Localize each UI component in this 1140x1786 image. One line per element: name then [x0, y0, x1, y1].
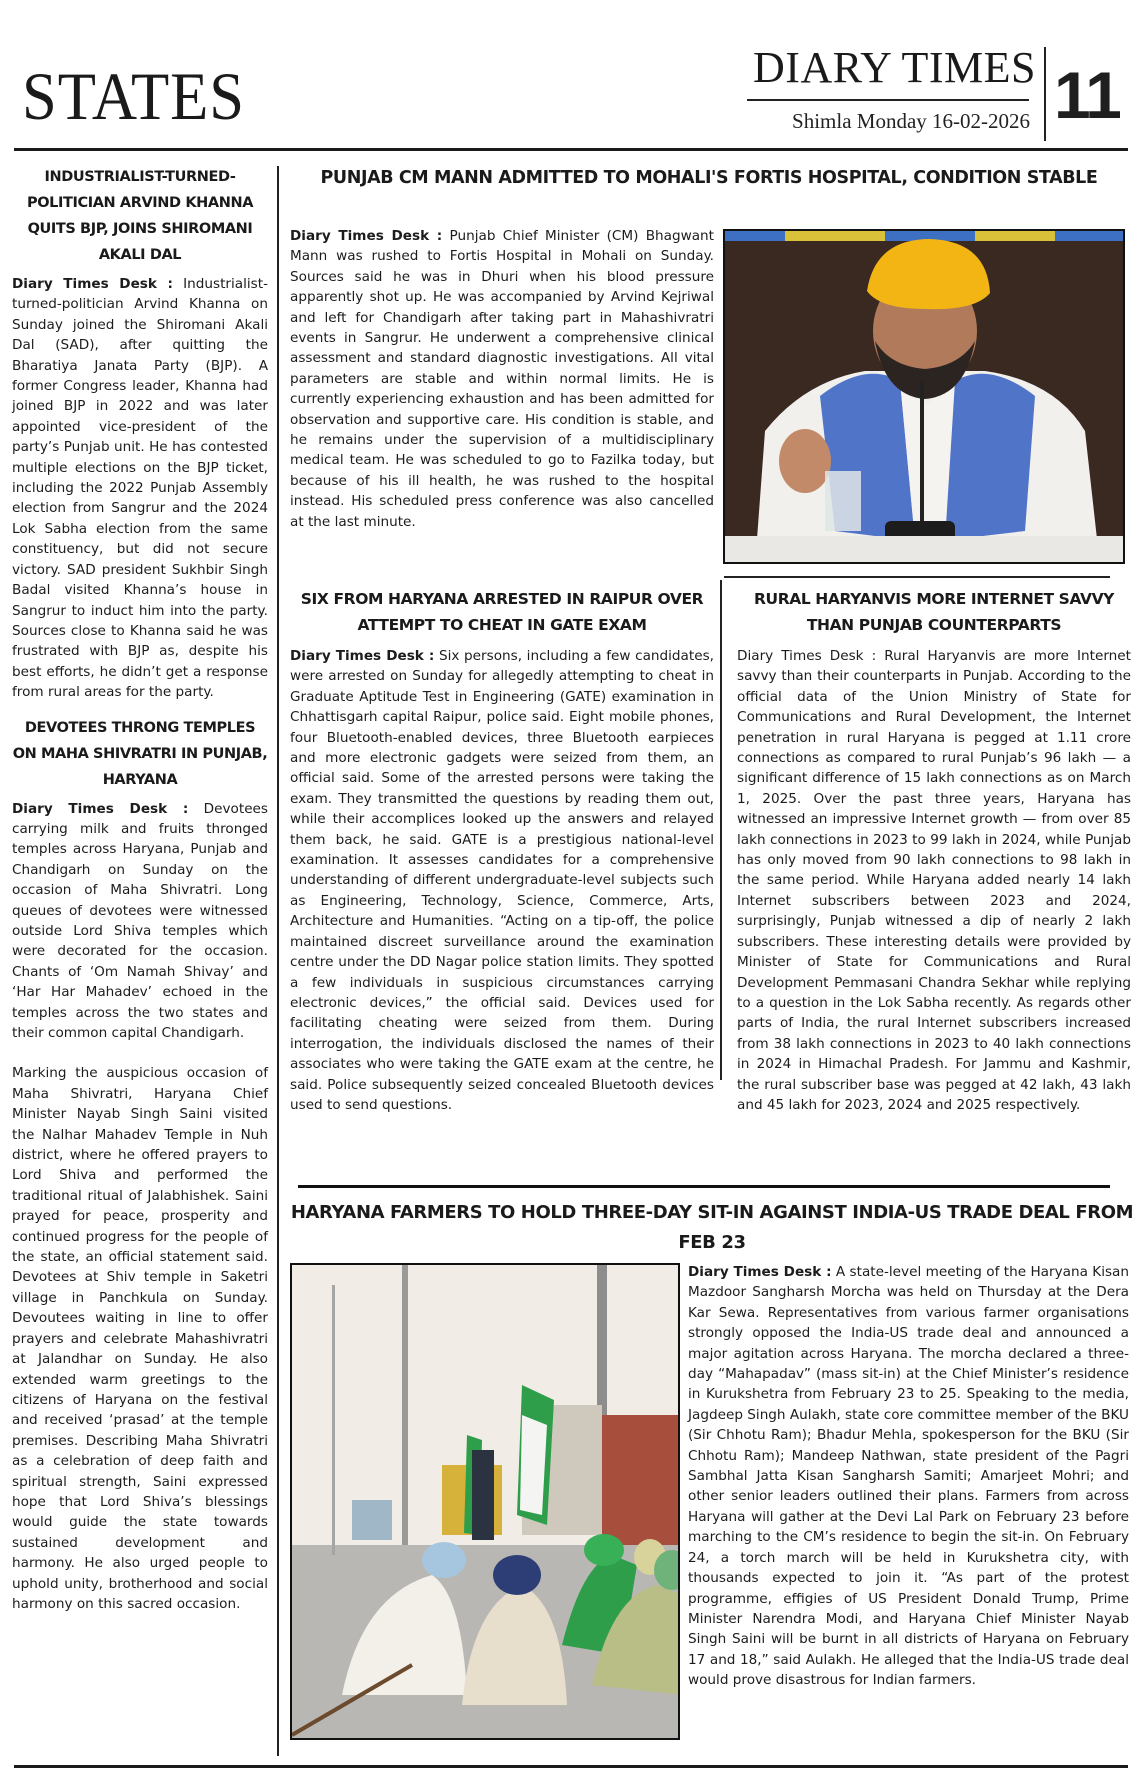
column-divider — [277, 166, 279, 1756]
press-conference-photo — [725, 231, 1125, 564]
article-text: Devotees carrying milk and fruits thronged temples across Haryana, Punjab and Chandigarh on Sunday on the occasion of Maha Shivratri. Long queues of devotees were witnessed outside Lord Shiva temples which were decorated for the occasion. Chants of ‘Om Namah Shivay’ and ‘Har Har Mahadev’ echoed in the temples across the two states and their common capital Chandigarh. — [12, 800, 269, 1041]
article-body — [688, 1262, 1129, 1691]
article-rural-internet — [737, 586, 1131, 1115]
byline: Diary Times Desk : — [688, 1264, 832, 1280]
article-shivratri — [12, 715, 268, 1615]
headline: RURAL HARYANVIS MORE INTERNET SAVVY THAN PUNJAB COUNTERPARTS — [753, 590, 1115, 634]
farmers-sit-in-photo — [292, 1265, 680, 1740]
article-body — [12, 799, 268, 1044]
dateline: Shimla Monday 16-02-2026 — [792, 109, 1030, 133]
article-farmers — [688, 1262, 1129, 1691]
article-body — [12, 274, 268, 703]
photo-farmers-protest — [290, 1263, 680, 1740]
headline: PUNJAB CM MANN ADMITTED TO MOHALI'S FORTIS HOSPITAL, CONDITION STABLE — [320, 168, 1098, 188]
byline: Diary Times Desk : — [12, 276, 173, 292]
headline: SIX FROM HARYANA ARRESTED IN RAIPUR OVER ATTEMPT TO CHEAT IN GATE EXAM — [300, 590, 704, 634]
masthead-divider — [1044, 47, 1046, 141]
footer-rule — [14, 1765, 1128, 1768]
article-gate-exam — [290, 586, 714, 1115]
article-mann — [290, 164, 1128, 530]
article-text-continued: Marking the auspicious occasion of Maha Shivratri, Haryana Chief Minister Nayab Singh Saini visited the Nalhar Mahadev Temple in Nuh district, where he offered prayers to Lord Shiva and performed the traditional ritual of Jalabhishek. Saini prayed for peace, prosperity and continued progress for the people of the state, an official statement said. Devotees at Shiv temple in Saketri village in Panchkula on Sunday. Devoutees waiting in line to offer prayers and celebrate Mahashivratri at Jalandhar on Sunday. He also extended warm greetings to the citizens of Haryana on the festival and received ‘prasad’ at the temple premises. Describing Maha Shivratri as a celebration of deep faith and spiritual strength, Saini expressed hope that Lord Shiva’s blessings would guide the state towards sustained development and harmony. He also urged people to uphold unity, brotherhood and social harmony on this sacred occasion. — [12, 1065, 268, 1612]
left-column — [12, 164, 268, 1614]
article-text: Industrialist-turned-politician Arvind Khanna on Sunday joined the Shiromani Akali Dal (SAD), after quitting the Bharatiya Janata Party (BJP). A former Congress leader, Khanna had joined BJP in 2022 and was later appointed vice-president of the party’s Punjab unit. He has contested multiple elections on the BJP ticket, including the 2022 Punjab Assembly election from Sangrur and the 2024 Lok Sabha election from the same constituency, but did not secure victory. SAD president Sukhbir Singh Badal visited Khanna’s house in Sangrur to induct him into the party. Sources close to Khanna said he was frustrated with BJP as, despite his best efforts, he didn’t get a response from rural areas for the party. — [12, 276, 268, 701]
article-body — [290, 646, 714, 1115]
photo-punjab-cm — [723, 229, 1125, 564]
article-khanna — [12, 164, 268, 703]
headline: DEVOTEES THRONG TEMPLES ON MAHA SHIVRATRI IN PUNJAB, HARYANA — [12, 719, 268, 788]
section-rule — [298, 1185, 1110, 1188]
article-body: Diary Times Desk : Rural Haryanvis are more Internet savvy than their counterparts in Punjab. According to the official data of the Union Ministry of State for Communications and Rural Development, the Internet penetration in rural Haryana is pegged at 1.11 crore connections as compared to rural Punjab’s 96 lakh — a significant difference of 15 lakh connections as on March 1, 2025. Over the past three years, Haryana has witnessed an impressive Internet growth — from over 85 lakh connections in 2023 to 99 lakh in 2024, while Punjab has only moved from 90 lakh connections to 98 lakh in the same period. While Haryana added nearly 14 lakh Internet subscribers between 2023 and 2024, surprisingly, Punjab witnessed a dip of nearly 2 lakh subscribers. These interesting details were provided by Minister of State for Communications and Rural Development Pemmasani Chandra Sekhar while replying to a question in the Lok Sabha recently. As regards other parts of India, the rural Internet subscribers increased from 38 lakh connections in 2023 to 40 lakh connections in 2024 in Himachal Pradesh. For Jammu and Kashmir, the rural subscriber base was pegged at 42 lakh, 43 lakh and 45 lakh for 2023, 2024 and 2025 respectively. — [737, 648, 1131, 1113]
headline: INDUSTRIALIST-TURNED-POLITICIAN ARVIND KHANNA QUITS BJP, JOINS SHIROMANI AKALI DAL — [26, 169, 254, 263]
page-number: 11 — [1054, 58, 1120, 132]
article-body — [290, 226, 714, 532]
article-text: Punjab Chief Minister (CM) Bhagwant Mann was rushed to Fortis Hospital in Mohali on Sunday. Sources said he was in Dhuri when his blood pressure apparently shot up. He was accompanied by Arvind Kejriwal and left for Chandigarh after taking part in Mahashivratri events in Sangrur. He underwent a comprehensive clinical assessment and standard diagnostic investigations. All vital parameters are stable and within normal limits. He is currently experiencing exhaustion and has been admitted for observation and supportive care. His condition is stable, and he remains under the supervision of a multidisciplinary medical team. He was scheduled to go to Fazilka today, but because of his ill health, he was rushed to the hospital instead. His scheduled press conference was also cancelled at the last minute. — [290, 228, 714, 530]
header-rule — [14, 148, 1128, 151]
byline: Diary Times Desk : — [290, 228, 443, 244]
article-farmers-header — [288, 1198, 1136, 1258]
section-title: STATES — [22, 58, 245, 134]
byline: Diary Times Desk : — [290, 648, 435, 664]
article-text: A state-level meeting of the Haryana Kisan Mazdoor Sangharsh Morcha was held on Thursday at the Dera Kar Sewa. Representatives from various farmer organisations strongly opposed the India-US trade deal and announced a major agitation across Haryana. The morcha declared a three-day “Mahapadav” (mass sit-in) at the Chief Minister’s residence in Kurukshetra from February 23 to 25. Speaking to the media, Jagdeep Singh Aulakh, state core committee member of the BKU (Sir Chhotu Ram); Bhadur Mehla, spokesperson for the BKU (Sir Chhotu Ram); Mandeep Nathwan, state president of the Pagri Sambhal Jatta Kisan Sangharsh Samiti; Amarjeet Mohri; and other senior leaders outlined their plans. Farmers from across Haryana will gather at the Devi Lal Park on February 23 before marching to the CM’s residence to begin the sit-in. On February 24, a torch march will be held in Kurukshetra city, with thousands expected to join it. “As part of the protest programme, effigies of US President Donald Trump, Prime Minister Narendra Modi, and Haryana Chief Minister Nayab Singh Saini will be burnt in all districts of Haryana on February 17 and 18,” said Aulakh. He alleged that the India-US trade deal would prove disastrous for Indian farmers. — [688, 1264, 1129, 1689]
section-rule — [724, 576, 1110, 578]
byline: Diary Times Desk : — [12, 800, 189, 817]
column-divider — [720, 580, 722, 1080]
masthead-underline — [747, 99, 1029, 101]
article-text: Six persons, including a few candidates, were arrested on Sunday for allegedly attempting to cheat in Graduate Aptitude Test in Engineering (GATE) examination in Chhattisgarh capital Raipur, police said. Eight mobile phones, four Bluetooth-enabled devices, three Bluetooth earpieces and more electronic gadgets were seized from them, an official said. Some of the arrested persons were taking the exam. They transmitted the questions by reading them out, while their accomplices looked up the answers and relayed them back, he said. GATE is a prestigious national-level examination. It assesses candidates for a comprehensive understanding of different undergraduate-level subjects such as Engineering, Technology, Science, Commerce, Arts, Architecture and Humanities. “Acting on a tip-off, the police maintained discreet surveillance around the examination centre under the DD Nagar police station limits. They spotted a few individuals in suspicious circumstances carrying electronic devices,” the official said. Devices used for facilitating cheating were seized from them. During interrogation, the individuals disclosed the names of their associates who were taking the GATE exam at the centre, he said. Police subsequently seized concealed Bluetooth devices used to send questions. — [290, 648, 714, 1113]
newspaper-name: DIARY TIMES — [753, 43, 1036, 92]
headline: HARYANA FARMERS TO HOLD THREE-DAY SIT-IN AGAINST INDIA-US TRADE DEAL FROM FEB 23 — [290, 1202, 1134, 1253]
